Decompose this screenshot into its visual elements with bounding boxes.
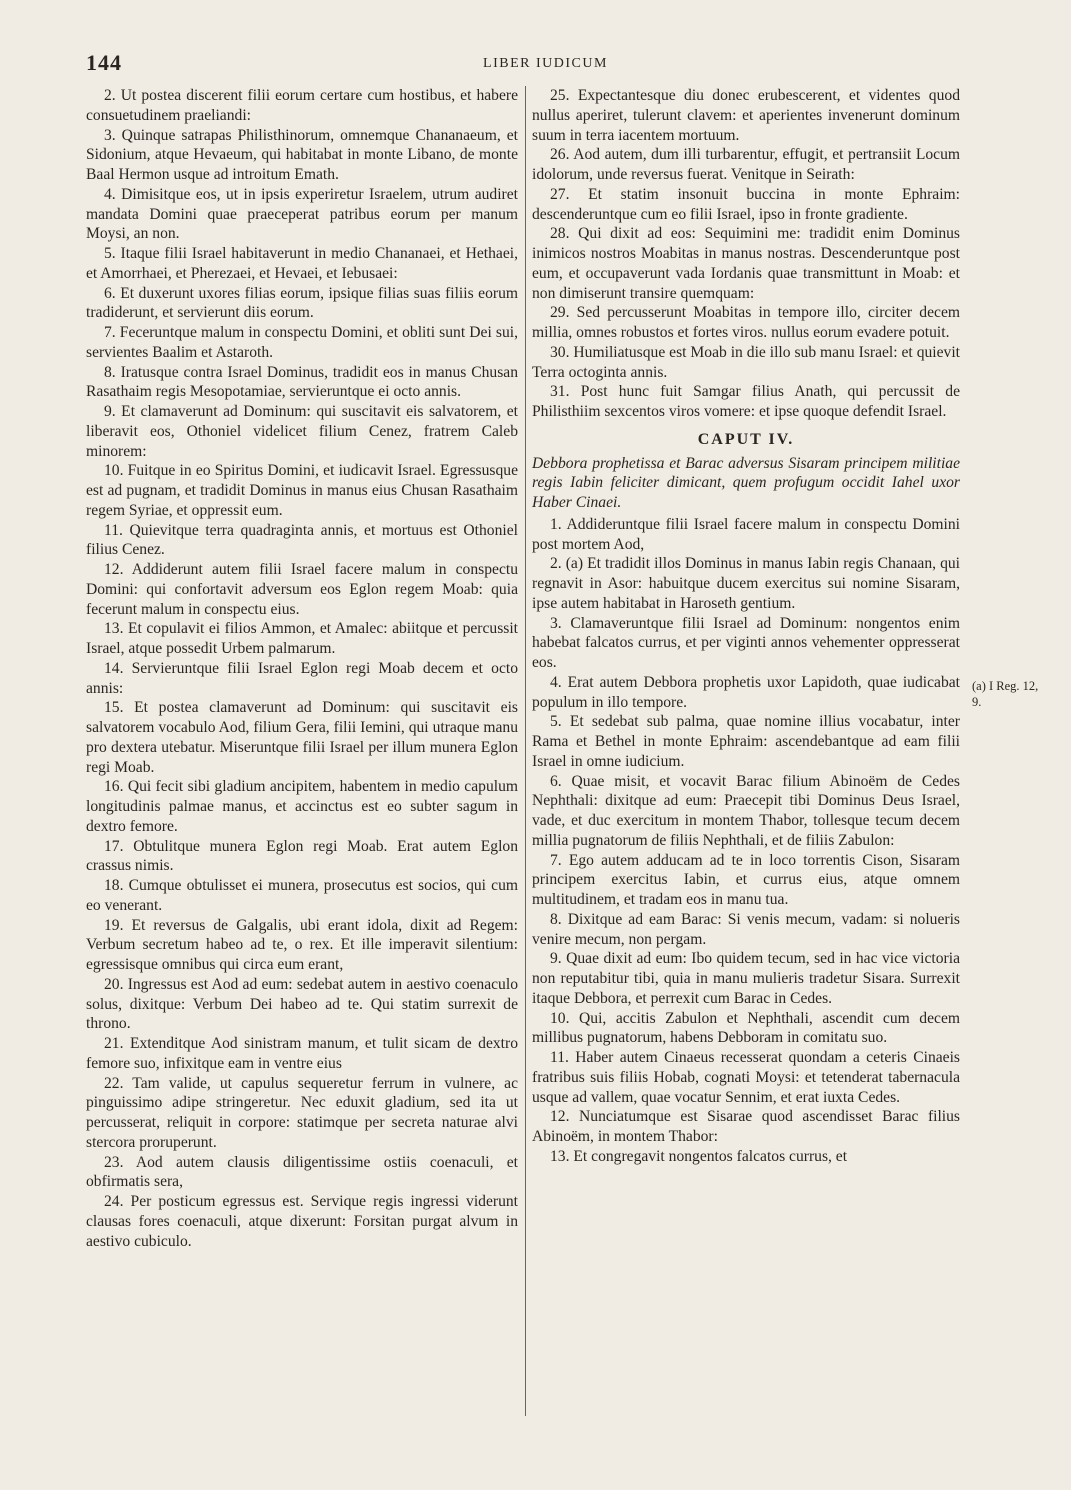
chapter-heading: CAPUT IV. xyxy=(697,430,795,448)
column-divider xyxy=(525,86,526,1416)
verse: 2. Ut postea discerent filii eorum certare cum hostibus, et habere consuetudinem praeliandi: xyxy=(86,87,518,124)
verse: 4. Erat autem Debbora prophetis uxor Lapidoth, quae iudicabat populum in illo tempore. xyxy=(532,673,960,711)
verse: 8. Iratusque contra Israel Dominus, tradidit eos in manus Chusan Rasathaim regis Mesopotamiae, servieruntque ei octo annis. xyxy=(86,363,518,401)
verse: 7. Feceruntque malum in conspectu Domini, et obliti sunt Dei sui, servientes Baalim et Astaroth. xyxy=(86,324,518,361)
verse: 15. Et postea clamaverunt ad Dominum: qui suscitavit eis salvatorem vocabulo Aod, filium Gera, filii Iemini, qui utraque manu pro dextera utebatur. Miseruntque filii Israel per illum munera Eglon regi Moab. xyxy=(86,699,518,776)
verse: 3. Clamaveruntque filii Israel ad Dominum: nongentos enim habebat falcatos currus, et per viginti annos vehementer oppresserat eos. xyxy=(532,614,960,671)
verse: 23. Aod autem clausis diligentissime ostiis coenaculi, et obfirmatis sera, xyxy=(86,1153,518,1191)
verse: 29. Sed percusserunt Moabitas in tempore illo, circiter decem millia, omnes robustos et fortes viros. nullus eorum evadere potuit. xyxy=(532,304,960,341)
verse: 20. Ingressus est Aod ad eum: sedebat autem in aestivo coenaculo solus, dixitque: Verbum Dei habeo ad te. Qui statim surrexit de throno. xyxy=(86,975,518,1033)
verse: 14. Servieruntque filii Israel Eglon regi Moab decem et octo annis: xyxy=(86,659,518,697)
left-column xyxy=(86,86,518,1251)
verse: 8. Dixitque ad eam Barac: Si venis mecum, vadam: si nolueris venire mecum, non pergam. xyxy=(532,910,960,948)
verse: 27. Et statim insonuit buccina in monte Ephraim: descenderuntque cum eo filii Israel, ipso in fronte gradiente. xyxy=(532,185,960,223)
verse: 18. Cumque obtulisset ei munera, prosecutus est socios, qui cum eo venerant. xyxy=(86,877,518,914)
verse: 22. Tam valide, ut capulus sequeretur ferrum in vulnere, ac pinguissimo adipe stringeretur. Nec eduxit gladium, sed ita ut percusserat, reliquit in corpore: statimque per secreta naturae alvi stercora proruperunt. xyxy=(86,1074,518,1151)
verse: 11. Quievitque terra quadraginta annis, et mortuus est Othoniel filius Cenez. xyxy=(86,521,518,559)
verse: 17. Obtulitque munera Eglon regi Moab. Erat autem Eglon crassus nimis. xyxy=(86,837,518,875)
verse: 9. Et clamaverunt ad Dominum: qui suscitavit eis salvatorem, et liberavit eos, Othoniel videlicet filium Cenez, fratrem Caleb minorem: xyxy=(86,403,518,460)
verse: 28. Qui dixit ad eos: Sequimini me: tradidit enim Dominus inimicos nostros Moabitas in manus nostras. Descenderuntque post eum, et occupaverunt vada Iordanis quae transmittunt in Moab: et non dimiserunt transire quemquam: xyxy=(532,225,960,302)
page-number: 144 xyxy=(86,50,122,75)
verse: 31. Post hunc fuit Samgar filius Anath, qui percussit de Philisthiim sexcentos viros vomere: et ipse quoque defendit Israel. xyxy=(532,383,960,420)
verse: 10. Qui, accitis Zabulon et Nephthali, ascendit cum decem millibus pugnatorum, habens Debboram in comitatu suo. xyxy=(532,1009,960,1047)
right-column xyxy=(532,86,960,1167)
verse: 16. Qui fecit sibi gladium ancipitem, habentem in medio capulum longitudinis palmae manus, et accinctus est eo subter sagum in dextro femore. xyxy=(86,778,518,835)
verse: 13. Et congregavit nongentos falcatos currus, et xyxy=(550,1147,848,1165)
verse: 12. Addiderunt autem filii Israel facere malum in conspectu Domini: qui confortavit adversum eos Eglon regem Moab: quia fecerunt malum in conspectu eius. xyxy=(86,561,518,618)
verse: 19. Et reversus de Galgalis, ubi erant idola, dixit ad Regem: Verbum secretum habeo ad te, o rex. Et ille imperavit silentium: egressisque omnibus qui circa eum erant, xyxy=(86,916,518,973)
verse: 7. Ego autem adducam ad te in loco torrentis Cison, Sisaram principem exercitus Iabin, et currus eius, atque omnem multitudinem, et tradam eos in manu tua. xyxy=(532,851,960,908)
verse: 11. Haber autem Cinaeus recesserat quondam a ceteris Cinaeis fratribus suis filiis Hobab, cognati Moysi: et tetenderat tabernacula usque ad vallem, quae vocatur Sennim, et erat iuxta Cedes. xyxy=(532,1049,960,1106)
verse: 5. Et sedebat sub palma, quae nomine illius vocabatur, inter Rama et Bethel in monte Ephraim: ascendebantque ad eam filii Israel in omne iudicium. xyxy=(532,713,960,770)
verse: 6. Quae misit, et vocavit Barac filium Abinoëm de Cedes Nephthali: dixitque ad eum: Praecepit tibi Dominus Deus Israel, vade, et duc exercitum in montem Thabor, tollesque tecum decem millia pugnatorum de filiis Nephthali, et de filiis Zabulon: xyxy=(532,772,960,849)
verse: 10. Fuitque in eo Spiritus Domini, et iudicavit Israel. Egressusque est ad pugnam, et tradidit Dominus in manus eius Chusan Rasathaim regem Syriae, et oppressit eum. xyxy=(86,462,518,519)
verse: 5. Itaque filii Israel habitaverunt in medio Chananaei, et Hethaei, et Amorrhaei, et Pherezaei, et Hevaei, et Iebusaei: xyxy=(86,245,518,282)
margin-note: (a) I Reg. 12, 9. xyxy=(972,679,1039,709)
running-head: LIBER IUDICUM xyxy=(483,56,608,71)
verse: 25. Expectantesque diu donec erubescerent, et videntes quod nullus aperiret, tulerunt clavem: et aperientes invenerunt dominum suum in terra iacentem mortuum. xyxy=(532,87,960,144)
verse: 4. Dimisitque eos, ut in ipsis experiretur Israelem, utrum audiret mandata Domini quae praeceperat patribus eorum per manum Moysi, an non. xyxy=(86,185,518,243)
verse: 21. Extenditque Aod sinistram manum, et tulit sicam de dextro femore suo, infixitque eam in ventre eius xyxy=(86,1035,518,1072)
verse: 1. Addideruntque filii Israel facere malum in conspectu Domini post mortem Aod, xyxy=(532,515,960,553)
verse: 6. Et duxerunt uxores filias eorum, ipsique filias suas filiis eorum tradiderunt, et servierunt diis eorum. xyxy=(86,284,518,322)
verse: 12. Nunciatumque est Sisarae quod ascendisset Barac filius Abinoëm, in montem Thabor: xyxy=(532,1108,960,1145)
verse: 26. Aod autem, dum illi turbarentur, effugit, et pertransiit Locum idolorum, unde reversus fuerat. Venitque in Seirath: xyxy=(532,146,960,183)
verse: 3. Quinque satrapas Philisthinorum, omnemque Chananaeum, et Sidonium, atque Hevaeum, qui habitabat in monte Libano, de monte Baal Hermon usque ad introitum Emath. xyxy=(86,126,518,183)
verse: 2. (a) Et tradidit illos Dominus in manus Iabin regis Chanaan, qui regnavit in Asor: habuitque ducem exercitus sui nomine Sisaram, ipse autem habitabat in Haroseth gentium. xyxy=(532,555,960,612)
verse: 30. Humiliatusque est Moab in die illo sub manu Israel: et quievit Terra octoginta annis. xyxy=(532,343,960,381)
chapter-summary: Debbora prophetissa et Barac adversus Sisaram principem militiae regis Iabin feliciter dimicant, quem profugum occidit Iahel uxor Haber Cinaei. xyxy=(532,454,960,511)
verse: 9. Quae dixit ad eum: Ibo quidem tecum, sed in hac vice victoria non reputabitur tibi, quia in manu mulieris tradetur Sisara. Surrexit itaque Debbora, et perrexit cum Barac in Cedes. xyxy=(532,950,960,1007)
verse: 24. Per posticum egressus est. Servique regis ingressi viderunt clausas fores coenaculi, atque dixerunt: Forsitan purgat alvum in aestivo cubiculo. xyxy=(86,1193,518,1250)
verse: 13. Et copulavit ei filios Ammon, et Amalec: abiitque et percussit Israel, atque possedit Urbem palmarum. xyxy=(86,620,518,657)
